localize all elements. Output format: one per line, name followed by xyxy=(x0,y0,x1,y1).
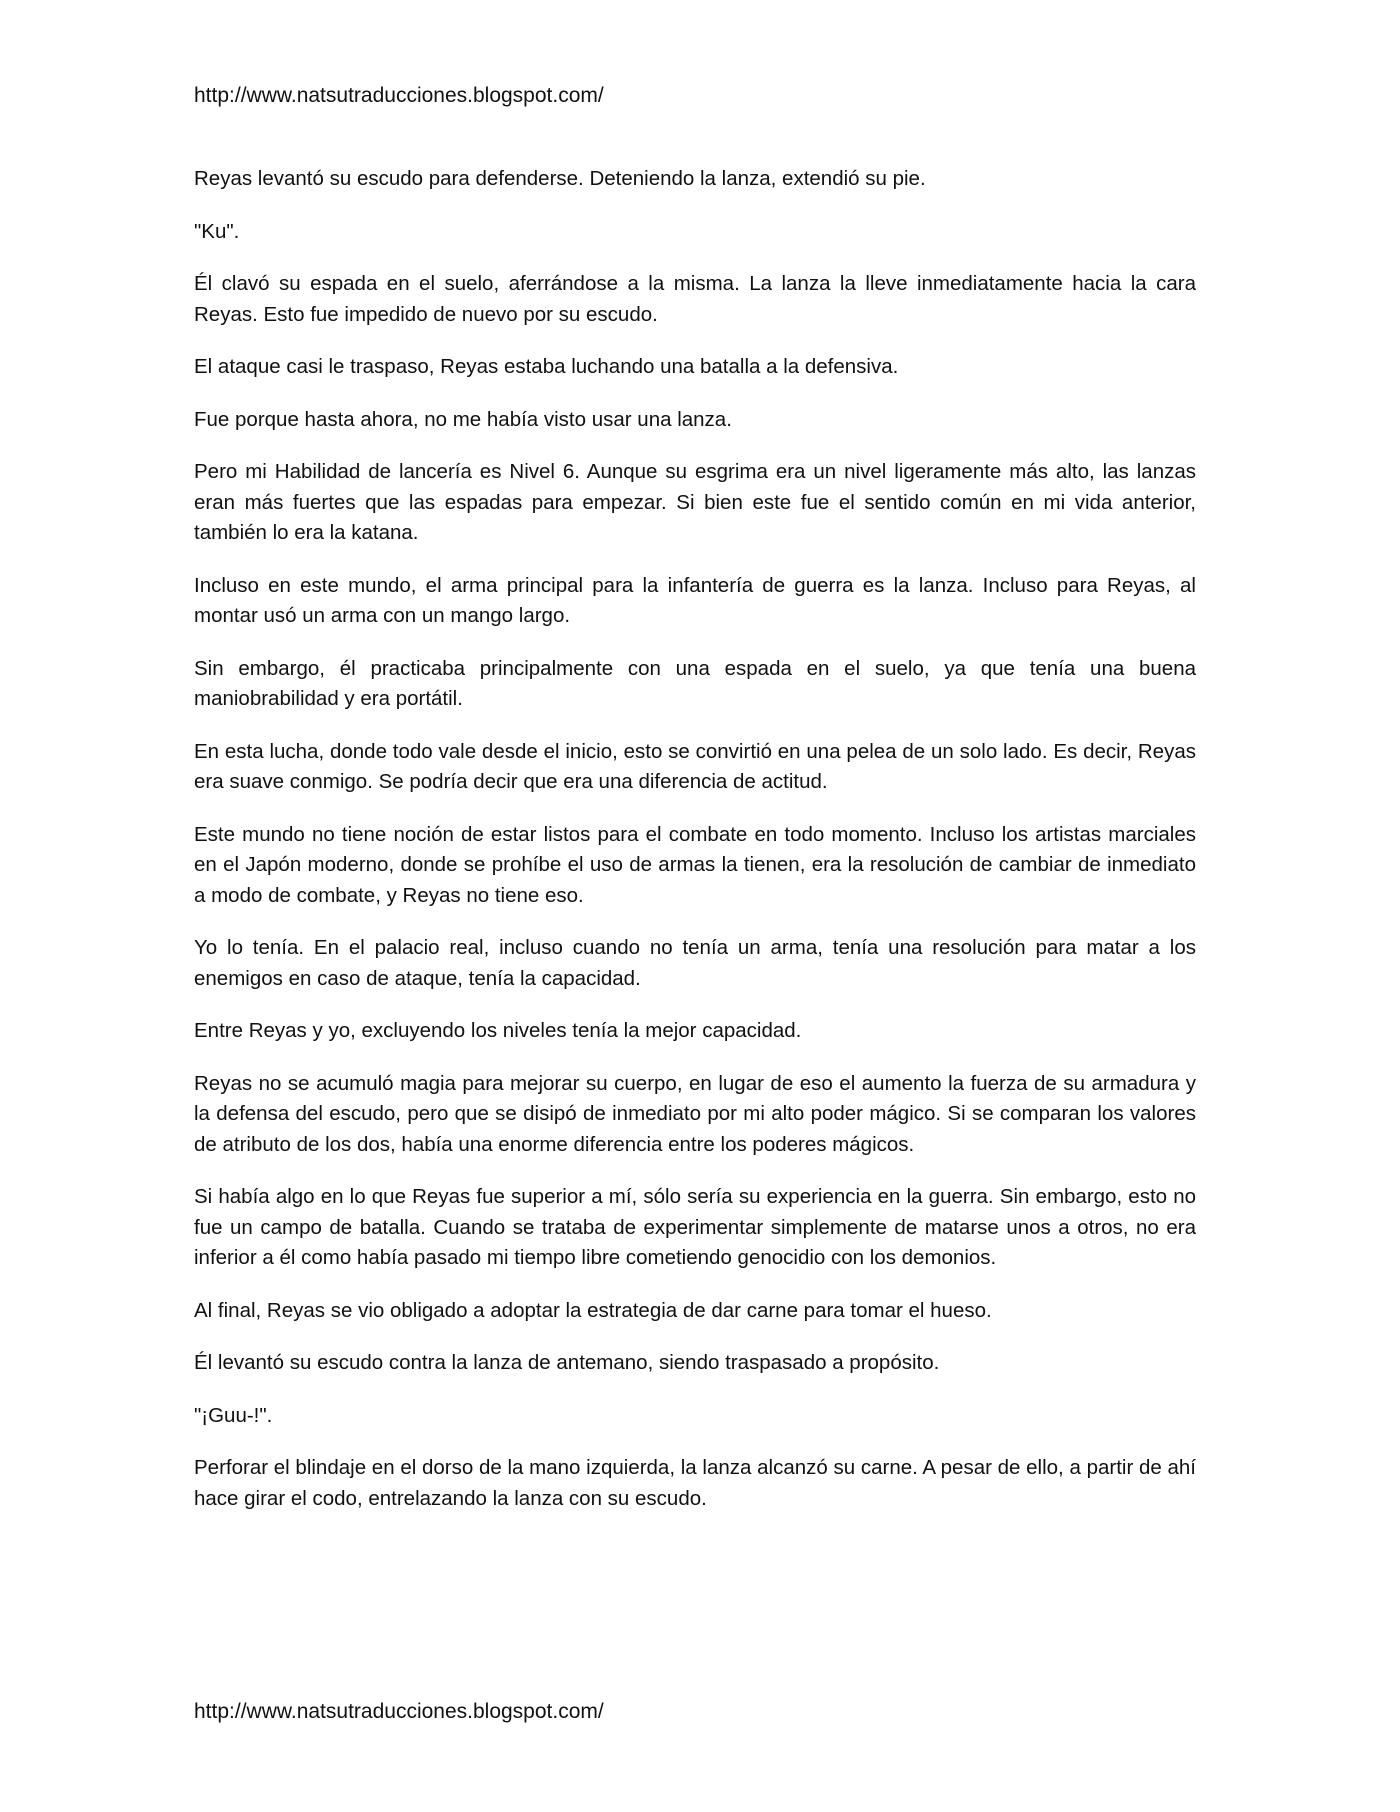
paragraph: El ataque casi le traspaso, Reyas estaba luchando una batalla a la defensiva. xyxy=(194,355,899,378)
paragraph: Pero mi Habilidad de lancería es Nivel 6. Aunque su esgrima era un nivel ligeramente más alto, las lanzas eran más fuertes que las espadas para empezar. Si bien este fue el sentido común en mi vida anterior, también lo era la katana. xyxy=(194,460,1196,544)
paragraph: En esta lucha, donde todo vale desde el inicio, esto se convirtió en una pelea de un solo lado. Es decir, Reyas era suave conmigo. Se podría decir que era una diferencia de actitud. xyxy=(194,739,1196,793)
paragraph: Perforar el blindaje en el dorso de la mano izquierda, la lanza alcanzó su carne. A pesar de ello, a partir de ahí hace girar el codo, entrelazando la lanza con su escudo. xyxy=(194,1456,1196,1510)
paragraph: Sin embargo, él practicaba principalmente con una espada en el suelo, ya que tenía una buena maniobrabilidad y era portátil. xyxy=(194,656,1196,710)
paragraph: Él clavó su espada en el suelo, aferrándose a la misma. La lanza la lleve inmediatamente hacia la cara Reyas. Esto fue impedido de nuevo por su escudo. xyxy=(194,272,1196,326)
paragraph: "¡Guu-!". xyxy=(194,1403,273,1427)
paragraph: Reyas no se acumuló magia para mejorar su cuerpo, en lugar de eso el aumento la fuerza de su armadura y la defensa del escudo, pero que se disipó de inmediato por mi alto poder mágico. Si se comparan los valores de atributo de los dos, había una enorme diferencia entre los poderes mágicos. xyxy=(194,1071,1196,1156)
paragraph: Fue porque hasta ahora, no me había visto usar una lanza. xyxy=(194,407,732,431)
paragraph: Yo lo tenía. En el palacio real, incluso cuando no tenía un arma, tenía una resolución para matar a los enemigos en caso de ataque, tenía la capacidad. xyxy=(194,936,1196,990)
paragraph: Al final, Reyas se vio obligado a adoptar la estrategia de dar carne para tomar el hueso. xyxy=(194,1298,992,1322)
paragraph: Incluso en este mundo, el arma principal para la infantería de guerra es la lanza. Incluso para Reyas, al montar usó un arma con un mango largo. xyxy=(194,573,1196,627)
paragraph: "Ku". xyxy=(194,219,240,243)
paragraph: Él levantó su escudo contra la lanza de antemano, siendo traspasado a propósito. xyxy=(194,1351,940,1374)
body-text xyxy=(194,164,1196,1536)
paragraph: Si había algo en lo que Reyas fue superior a mí, sólo sería su experiencia en la guerra. Sin embargo, esto no fue un campo de batalla. Cuando se trataba de experimentar simplemente de matarse unos a otros, no era inferior a él como había pasado mi tiempo libre cometiendo genocidio con los demonios. xyxy=(194,1185,1196,1269)
footer-url: http://www.natsutraducciones.blogspot.com/ xyxy=(194,1700,604,1723)
paragraph: Este mundo no tiene noción de estar listos para el combate en todo momento. Incluso los artistas marciales en el Japón moderno, donde se prohíbe el uso de armas la tienen, era la resolución de cambiar de inmediato a modo de combate, y Reyas no tiene eso. xyxy=(194,822,1196,907)
header-url: http://www.natsutraducciones.blogspot.com/ xyxy=(194,84,604,107)
paragraph: Reyas levantó su escudo para defenderse. Deteniendo la lanza, extendió su pie. xyxy=(194,167,926,190)
paragraph: Entre Reyas y yo, excluyendo los niveles tenía la mejor capacidad. xyxy=(194,1019,802,1042)
